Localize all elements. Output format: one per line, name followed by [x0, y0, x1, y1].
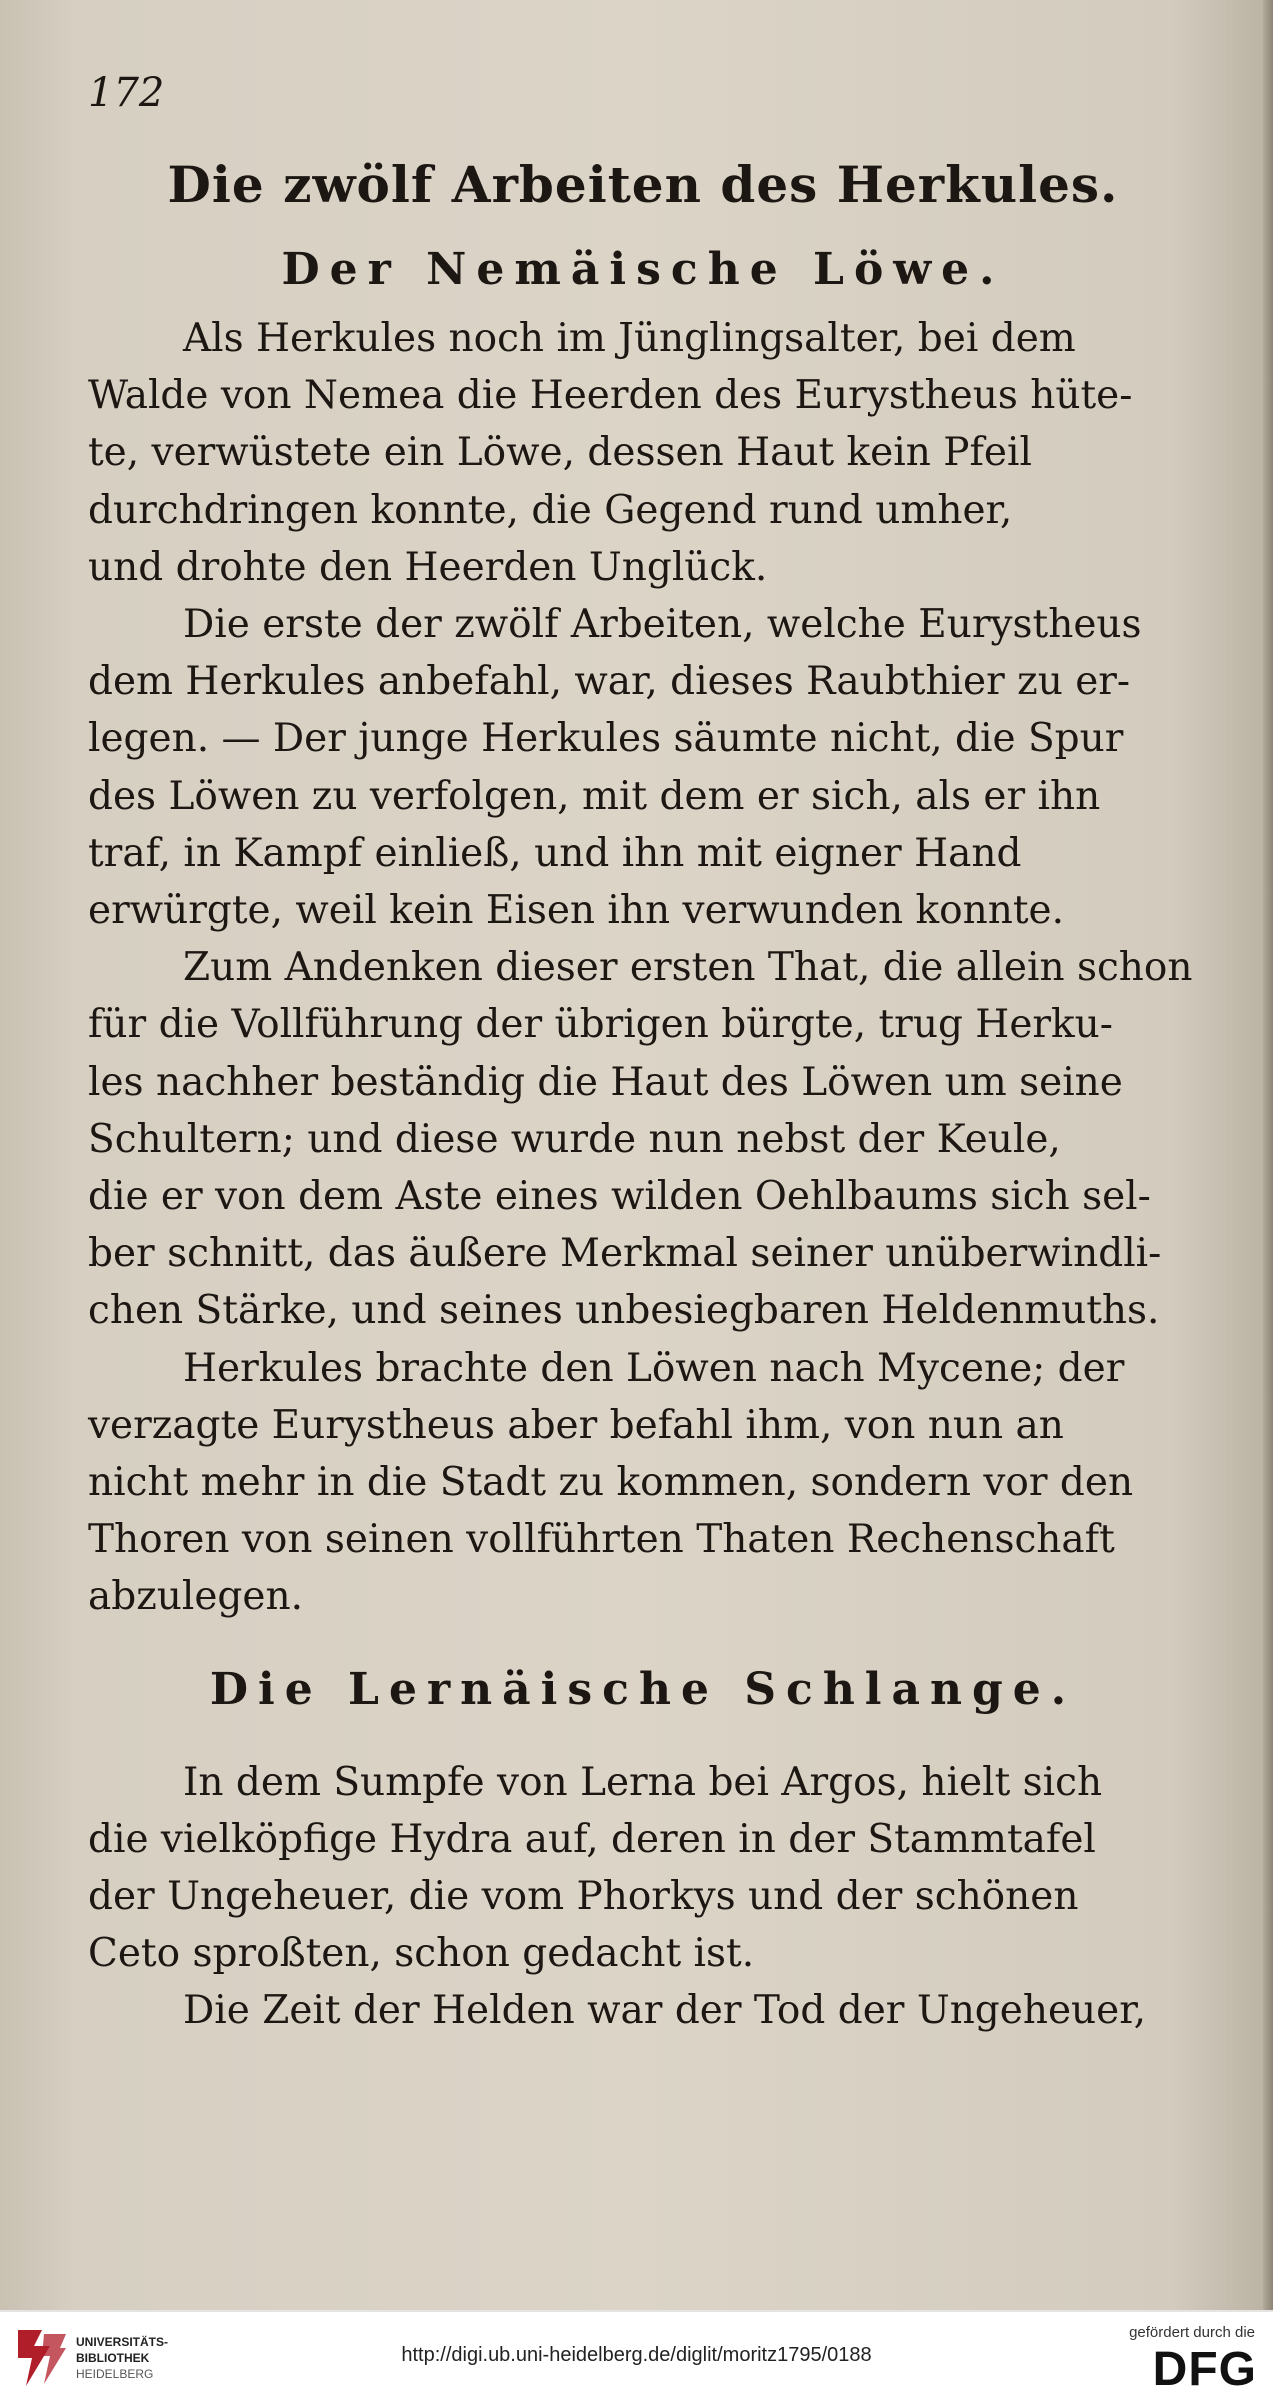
text-line: Zum Andenken dieser ersten That, die allein schon [183, 945, 1193, 991]
page-number: 172 [88, 70, 165, 116]
page-text [88, 60, 1198, 2040]
text-line: für die Vollführung der übrigen bürgte, trug Herku- [88, 1002, 1113, 1048]
text-line: les nachher beständig die Haut des Löwen um seine [88, 1059, 1123, 1105]
page-edge [1263, 0, 1273, 2310]
text-line: abzulegen. [88, 1574, 303, 1620]
text-line: legen. — Der junge Herkules säumte nicht, die Spur [88, 716, 1124, 762]
text-line: Als Herkules noch im Jünglingsalter, bei dem [183, 316, 1076, 361]
text-line: ber schnitt, das äußere Merkmal seiner unüberwindli- [88, 1231, 1162, 1277]
text-line: In dem Sumpfe von Lerna bei Argos, hielt sich [183, 1759, 1103, 1805]
viewer-footer [0, 2310, 1273, 2404]
text-line: die vielköpfige Hydra auf, deren in der Stammtafel [88, 1816, 1096, 1862]
text-line: Schultern; und diese wurde nun nebst der Keule, [88, 1116, 1061, 1162]
text-line: Ceto sproßten, schon gedacht ist. [88, 1931, 755, 1977]
text-line: des Löwen zu verfolgen, mit dem er sich, als er ihn [88, 773, 1101, 819]
text-line: chen Stärke, und seines unbesiegbaren Heldenmuths. [88, 1288, 1160, 1334]
funding-caption: gefördert durch die [1129, 2324, 1255, 2341]
text-line: dem Herkules anbefahl, war, dieses Raubthier zu er- [88, 659, 1131, 705]
text-line: Die Zeit der Helden war der Tod der Ungeheuer, [183, 1988, 1147, 2034]
library-name-line: HEIDELBERG [76, 2367, 154, 2381]
section-title-lernaean-hydra: Die Lernäische Schlange. [209, 1663, 1077, 1715]
text-line: nicht mehr in die Stadt zu kommen, sondern vor den [88, 1460, 1134, 1506]
text-line: Walde von Nemea die Heerden des Eurystheus hüte- [88, 373, 1133, 419]
text-line: te, verwüstete ein Löwe, dessen Haut kein Pfeil [88, 430, 1032, 476]
paragraph [88, 939, 1198, 1339]
library-name-line: BIBLIOTHEK [76, 2351, 150, 2365]
paragraph [88, 310, 1198, 596]
text-line: traf, in Kampf einließ, und ihn mit eigner Hand [88, 830, 1022, 876]
text-line: erwürgte, weil kein Eisen ihn verwunden konnte. [88, 888, 1064, 934]
library-name-line: UNIVERSITÄTS- [76, 2335, 169, 2349]
text-line: Die erste der zwölf Arbeiten, welche Eurystheus [183, 602, 1142, 648]
main-title: Die zwölf Arbeiten des Herkules. [167, 155, 1119, 214]
paragraph [88, 1754, 1198, 1983]
text-line: Herkules brachte den Löwen nach Mycene; der [183, 1345, 1125, 1391]
paragraph [88, 596, 1198, 939]
text-line: Thoren von seinen vollführten Thaten Rechenschaft [88, 1517, 1115, 1563]
text-line: und drohte den Heerden Unglück. [88, 544, 768, 590]
text-line: durchdringen konnte, die Gegend rund umher, [88, 487, 1013, 533]
permalink-url[interactable]: http://digi.ub.uni-heidelberg.de/diglit/moritz1795/0188 [401, 2344, 872, 2366]
dfg-logo: DFG [1152, 2343, 1257, 2396]
section-title-nemean-lion: Der Nemäische Löwe. [281, 244, 1005, 295]
text-line: verzagte Eurystheus aber befahl ihm, von nun an [88, 1402, 1064, 1448]
text-line: die er von dem Aste eines wilden Oehlbaums sich sel- [88, 1174, 1151, 1220]
paragraph [88, 1982, 1198, 2039]
paragraph [88, 1340, 1198, 1626]
text-line: der Ungeheuer, die vom Phorkys und der schönen [88, 1874, 1079, 1920]
